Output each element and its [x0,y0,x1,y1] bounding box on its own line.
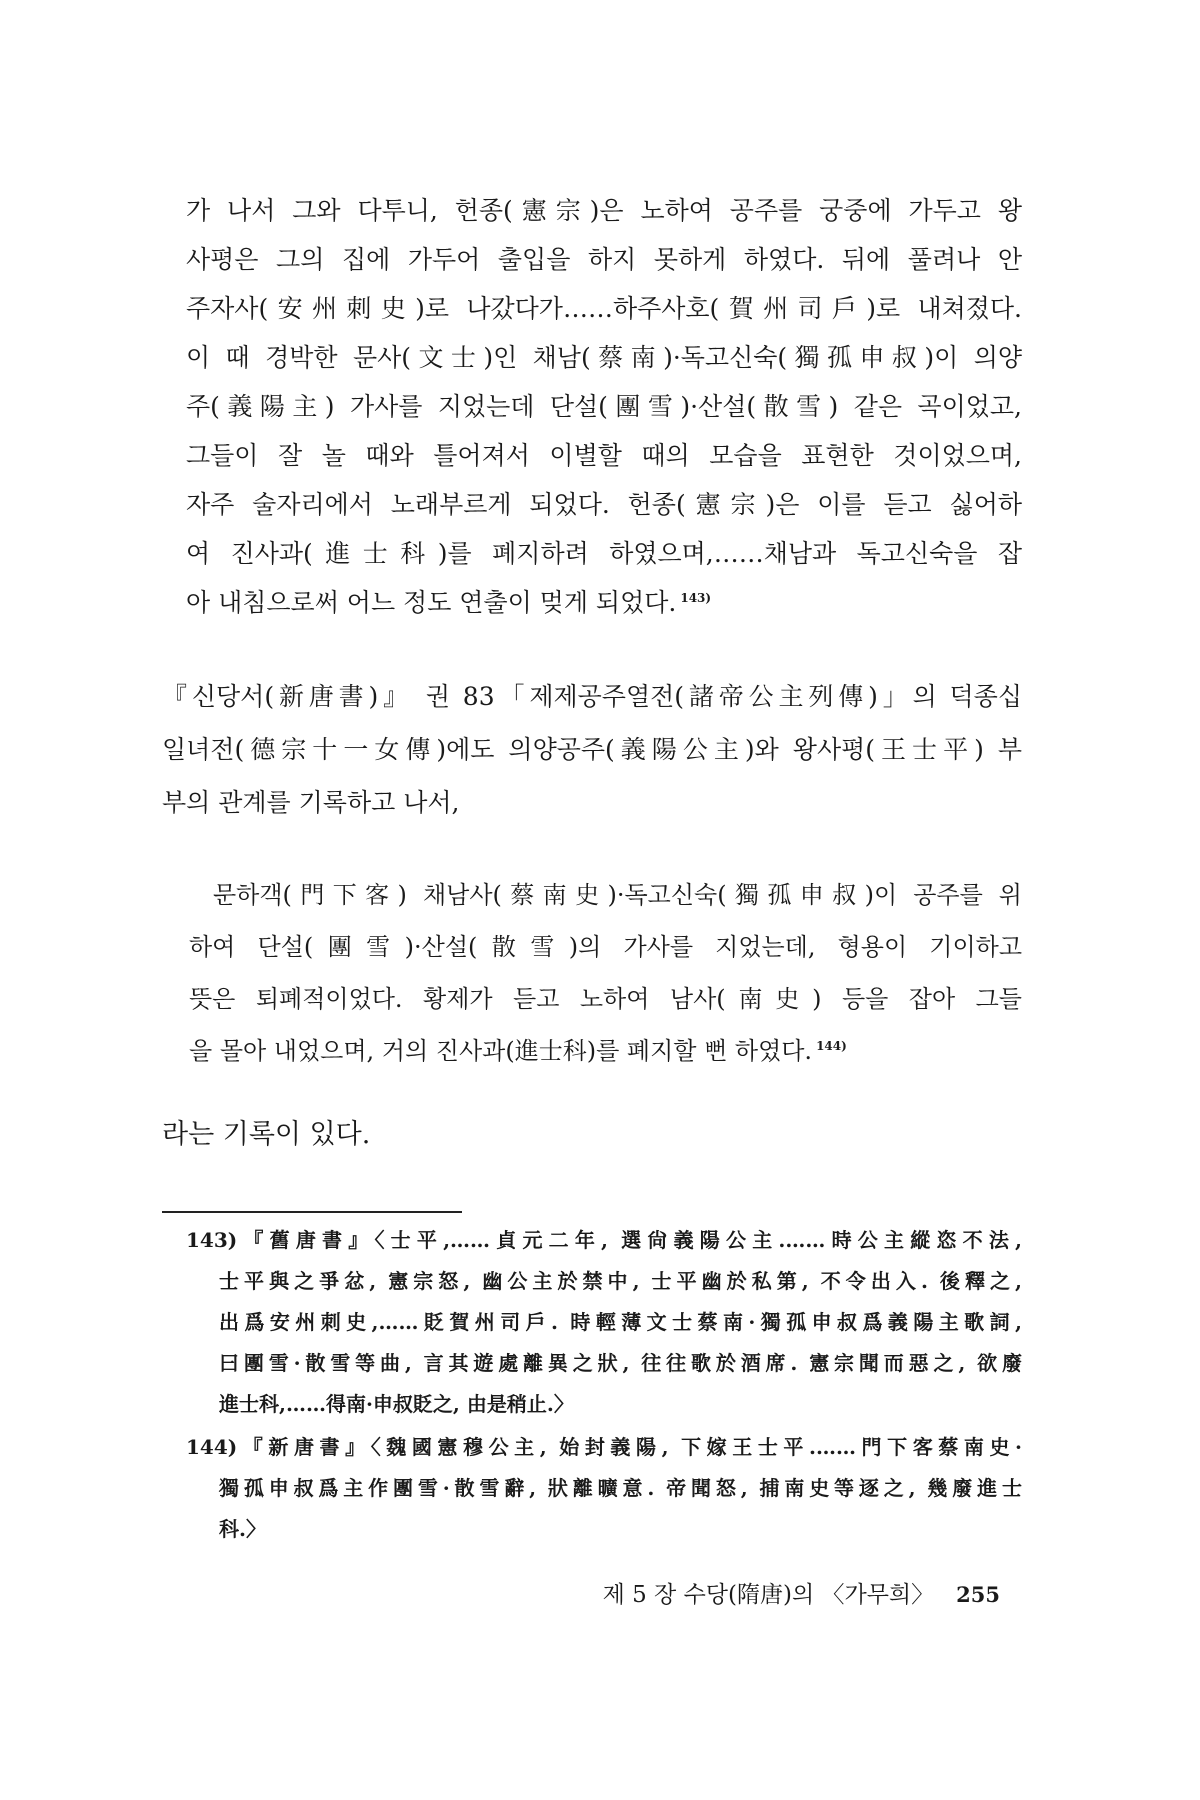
footnote-divider [162,1211,462,1213]
block-quote [189,869,1022,1077]
text-line: 『신당서(新唐書)』 권 83「제제공주열전(諸帝公主列傳)」의 덕종십 [162,682,1022,711]
page-number: 255 [956,1582,1000,1607]
text-line: 부의 관계를 기록하고 나서, [162,788,460,817]
text-line: 주(義陽主) 가사를 지었는데 단설(團雪)·산설(散雪) 같은 곡이었고, [186,392,1022,421]
footnote-line: 士平與之爭忿, 憲宗怒, 幽公主於禁中, 士平幽於私第, 不令出入. 後釋之, [219,1269,1022,1293]
closing-sentence [162,1110,998,1159]
footnote-line: 曰團雪·散雪等曲, 言其遊處離異之狀, 往往歌於酒席. 憲宗聞而惡之, 欲廢 [219,1351,1022,1375]
footnote-ref-144[interactable]: 144) [816,1039,847,1053]
footnote-line: 出爲安州刺史,……貶賀州司戶. 時輕薄文士蔡南·獨孤申叔爲義陽主歌詞, [219,1310,1022,1334]
text-line: 일녀전(德宗十一女傳)에도 의양공주(義陽公主)와 왕사평(王士平) 부 [162,735,1022,764]
footnote-line: 獨孤申叔爲主作團雪·散雪辭, 狀離曠意. 帝聞怒, 捕南史等逐之, 幾廢進士 [219,1476,1022,1500]
footnote-line: 進士科,……得南·申叔貶之, 由是稍止.〉 [219,1392,574,1416]
text-line: 자주 술자리에서 노래부르게 되었다. 헌종(憲宗)은 이를 듣고 싫어하 [186,490,1022,519]
quote-line: 을 몰아 내었으며, 거의 진사과(進士科)를 폐지할 뻔 하였다. [189,1037,813,1065]
footnote-line: 144)『新唐書』〈魏國憲穆公主, 始封義陽, 下嫁王士平.……門下客蔡南史· [186,1435,1022,1459]
text-line: 사평은 그의 집에 가두어 출입을 하지 못하게 하였다. 뒤에 풀려나 안 [186,245,1022,274]
text-line: 라는 기록이 있다. [162,1119,371,1150]
footnote-line: 科.〉 [219,1517,266,1541]
text-line: 아 내침으로써 어느 정도 연출이 멎게 되었다. [186,588,677,617]
text-line: 주자사(安州刺史)로 나갔다가……하주사호(賀州司戶)로 내쳐졌다. [186,294,1022,323]
text-line: 그들이 잘 놀 때와 틀어져서 이별할 때의 모습을 표현한 것이었으며, [186,441,1022,470]
text-line-last [186,578,1022,627]
quote-line: 뜻은 퇴폐적이었다. 황제가 듣고 노하여 남사(南史) 등을 잡아 그들 [189,985,1022,1013]
paragraph-2 [162,670,1022,829]
quote-line-last [189,1025,1022,1077]
paragraph-1 [186,186,1022,627]
footnote-144 [186,1427,1022,1550]
text-line: 가 나서 그와 다투니, 헌종(憲宗)은 노하여 공주를 궁중에 가두고 왕 [186,196,1022,225]
footnote-ref-143[interactable]: 143) [680,590,712,605]
footnote-line: 143)『舊唐書』〈士平,……貞元二年, 選尙義陽公主.……時公主縱恣不法, [186,1228,1022,1252]
text-line: 여 진사과(進士科)를 폐지하려 하였으며,……채남과 독고신숙을 잡 [186,539,1022,568]
running-chapter-title: 제 5 장 수당(隋唐)의 〈가무희〉 [602,1582,935,1608]
quote-line: 하여 단설(團雪)·산설(散雪)의 가사를 지었는데, 형용이 기이하고 [189,933,1022,961]
page-footer [540,1577,1000,1613]
quote-line: 문하객(門下客) 채남사(蔡南史)·독고신숙(獨孤申叔)이 공주를 위 [213,881,1022,909]
text-line: 이 때 경박한 문사(文士)인 채남(蔡南)·독고신숙(獨孤申叔)이 의양 [186,343,1022,372]
footnote-143 [186,1220,1022,1425]
